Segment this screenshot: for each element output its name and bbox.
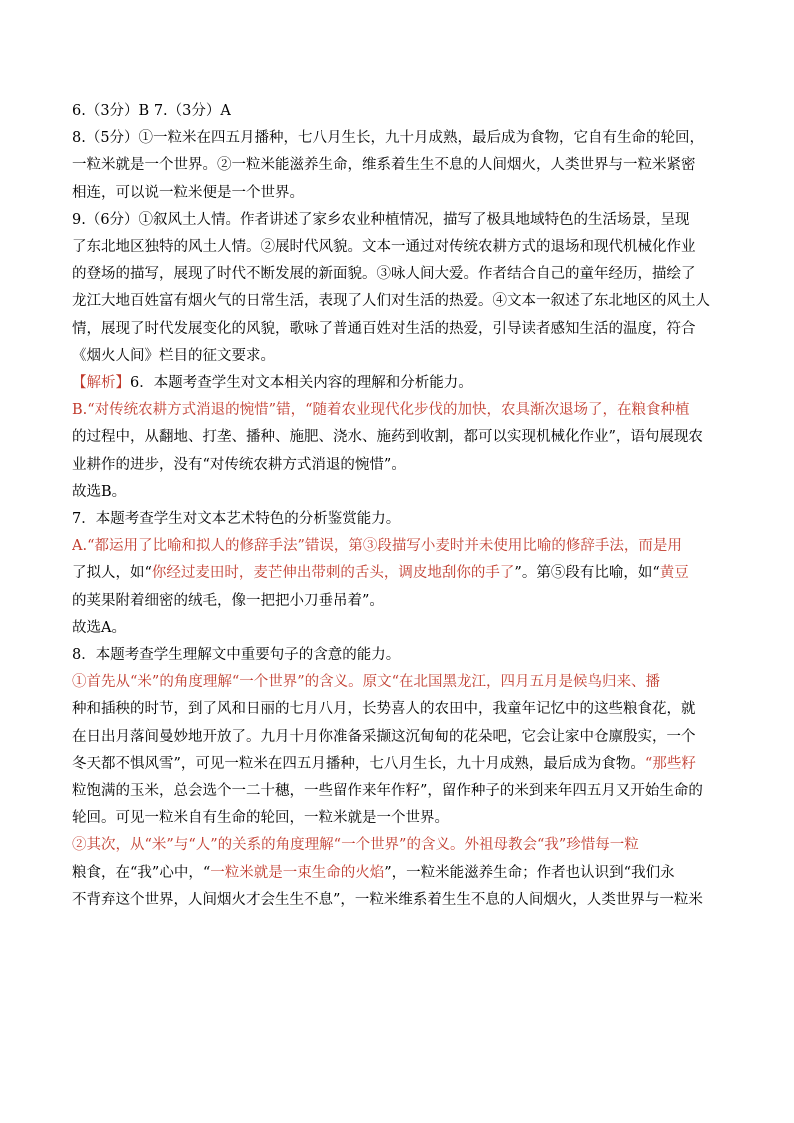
text-run: ”。第⑤段有比喻，如“	[514, 565, 660, 582]
text-run: 冬天都不惧风雪”，可见一粒米在四五月播种，七八月生长，九十月成熟，最后成为食物。	[72, 755, 645, 772]
text-run: 故选A。	[72, 619, 126, 636]
text-run: 情，展现了时代发展变化的风貌，歌咏了普通百姓对生活的热爱，引导读者感知生活的温度，符合	[72, 320, 696, 337]
text-line	[72, 455, 732, 475]
text-run: ①首先从“米”的角度理解“一个世界”的含义。原文“在北国黑龙江，四月五月是候鸟归来、播	[72, 674, 661, 691]
text-run: 的登场的描写，展现了时代不断发展的新面貌。③咏人间大爱。作者结合自己的童年经历，描绘了	[72, 266, 696, 283]
text-run: 粒饱满的玉米，总会选个一二十穗，一些留作来年作籽”，留作种子的米到来年四五月又开始生命的	[72, 783, 703, 799]
text-line	[72, 781, 732, 801]
text-run: 7．本题考查学生对文本艺术特色的分析鉴赏能力。	[72, 511, 401, 527]
text-run: ②其次，从“米”与“人”的关系的角度理解“一个世界”的含义。外祖母教会“我”珍惜每一粒	[72, 837, 639, 854]
text-line	[72, 346, 732, 366]
text-run: 业耕作的进步，没有“对传统农耕方式消退的惋惜”。	[72, 456, 406, 473]
text-run: 《烟火人间》栏目的征文要求。	[72, 347, 275, 364]
text-run: 一粒米就是一个世界。②一粒米能滋养生命，维系着生生不息的人间烟火，人类世界与一粒米紧密	[72, 157, 696, 174]
text-run: 不背弃这个世界，人间烟火才会生生不息”，一粒米维系着生生不息的人间烟火，人类世界与一粒米	[72, 891, 703, 908]
text-run: 了拟人，如“	[72, 565, 152, 582]
text-line	[72, 645, 732, 665]
text-run: 了东北地区独特的风土人情。②展时代风貌。文本一通过对传统农耕方式的退场和现代机械化作业	[72, 239, 696, 255]
text-run: B.“对传统农耕方式消退的惋惜”错，“随着农业现代化步伐的加快，农具渐次退场了，在粮食种植	[72, 402, 690, 419]
text-line	[72, 536, 732, 556]
text-line	[72, 237, 732, 257]
text-line	[72, 509, 732, 529]
text-run: 一粒米就是一束生命的火焰	[210, 864, 385, 881]
text-line	[72, 482, 732, 502]
text-line	[72, 101, 732, 121]
text-line	[72, 264, 732, 284]
text-line	[72, 155, 732, 175]
text-line	[72, 319, 732, 339]
text-run: 6.（3分）B 7.（3分）A	[72, 103, 231, 119]
text-run: 的荚果附着细密的绒毛，像一把把小刀垂吊着	[72, 592, 362, 609]
text-line	[72, 427, 732, 447]
text-line	[72, 591, 732, 611]
text-run: 龙江大地百姓富有烟火气的日常生活，表现了人们对生活的热爱。④文本一叙述了东北地区的风土人	[72, 293, 710, 310]
text-line	[72, 400, 732, 420]
text-run: ”。	[362, 592, 384, 609]
text-run: 粮食，在“我”心中，“	[72, 864, 211, 881]
text-line	[72, 672, 732, 692]
text-run: 轮回。可见一粒米自有生命的轮回，一粒米就是一个世界。	[72, 810, 449, 827]
text-run: 相连，可以说一粒米便是一个世界。	[72, 184, 304, 201]
text-run: 黄豆	[659, 565, 689, 582]
text-line	[72, 210, 732, 230]
text-run: A.“都运用了比喻和拟人的修辞手法”错误，第③段描写小麦时并未使用比喻的修辞手法，而是用	[72, 538, 682, 555]
text-run: 故选B。	[72, 483, 127, 500]
text-line	[72, 373, 732, 393]
text-run: 在日出月落间曼妙地开放了。九月十月你准备采撷这沉甸甸的花朵吧，它会让家中仓廪殷实，一个	[72, 728, 696, 745]
text-line	[72, 128, 732, 148]
analysis-label: 【解析】	[72, 375, 130, 391]
text-run: ”，一粒米能滋养生命；作者也认识到“我们永	[384, 864, 675, 881]
text-line	[72, 291, 732, 311]
text-run: “那些籽	[644, 755, 696, 772]
text-run: 8.（5分）①一粒米在四五月播种，七八月生长，九十月成熟，最后成为食物，它自有生命的轮回，	[72, 130, 705, 147]
text-line	[72, 863, 732, 883]
text-line	[72, 754, 732, 774]
text-line	[72, 808, 732, 828]
text-run: 的过程中，从翻地、打垄、播种、施肥、浇水、施药到收割，都可以实现机械化作业”，语句展现农	[72, 429, 703, 446]
text-line	[72, 890, 732, 910]
text-run: 9.（6分）①叙风土人情。作者讲述了家乡农业种植情况，描写了极具地域特色的生活场景，呈现	[72, 211, 690, 228]
text-run: 8．本题考查学生理解文中重要句子的含意的能力。	[72, 647, 401, 663]
text-line	[72, 618, 732, 638]
text-line	[72, 183, 732, 203]
text-line	[72, 563, 732, 583]
text-run: 6．本题考查学生对文本相关内容的理解和分析能力。	[130, 375, 473, 391]
text-run: 你经过麦田时，麦芒伸出带刺的舌头，调皮地刮你的手了	[151, 565, 515, 582]
text-run: 种和插秧的时节，到了风和日丽的七月八月，长势喜人的农田中，我童年记忆中的这些粮食花，就	[72, 701, 696, 718]
text-line	[72, 699, 732, 719]
text-line	[72, 727, 732, 747]
text-line	[72, 835, 732, 855]
